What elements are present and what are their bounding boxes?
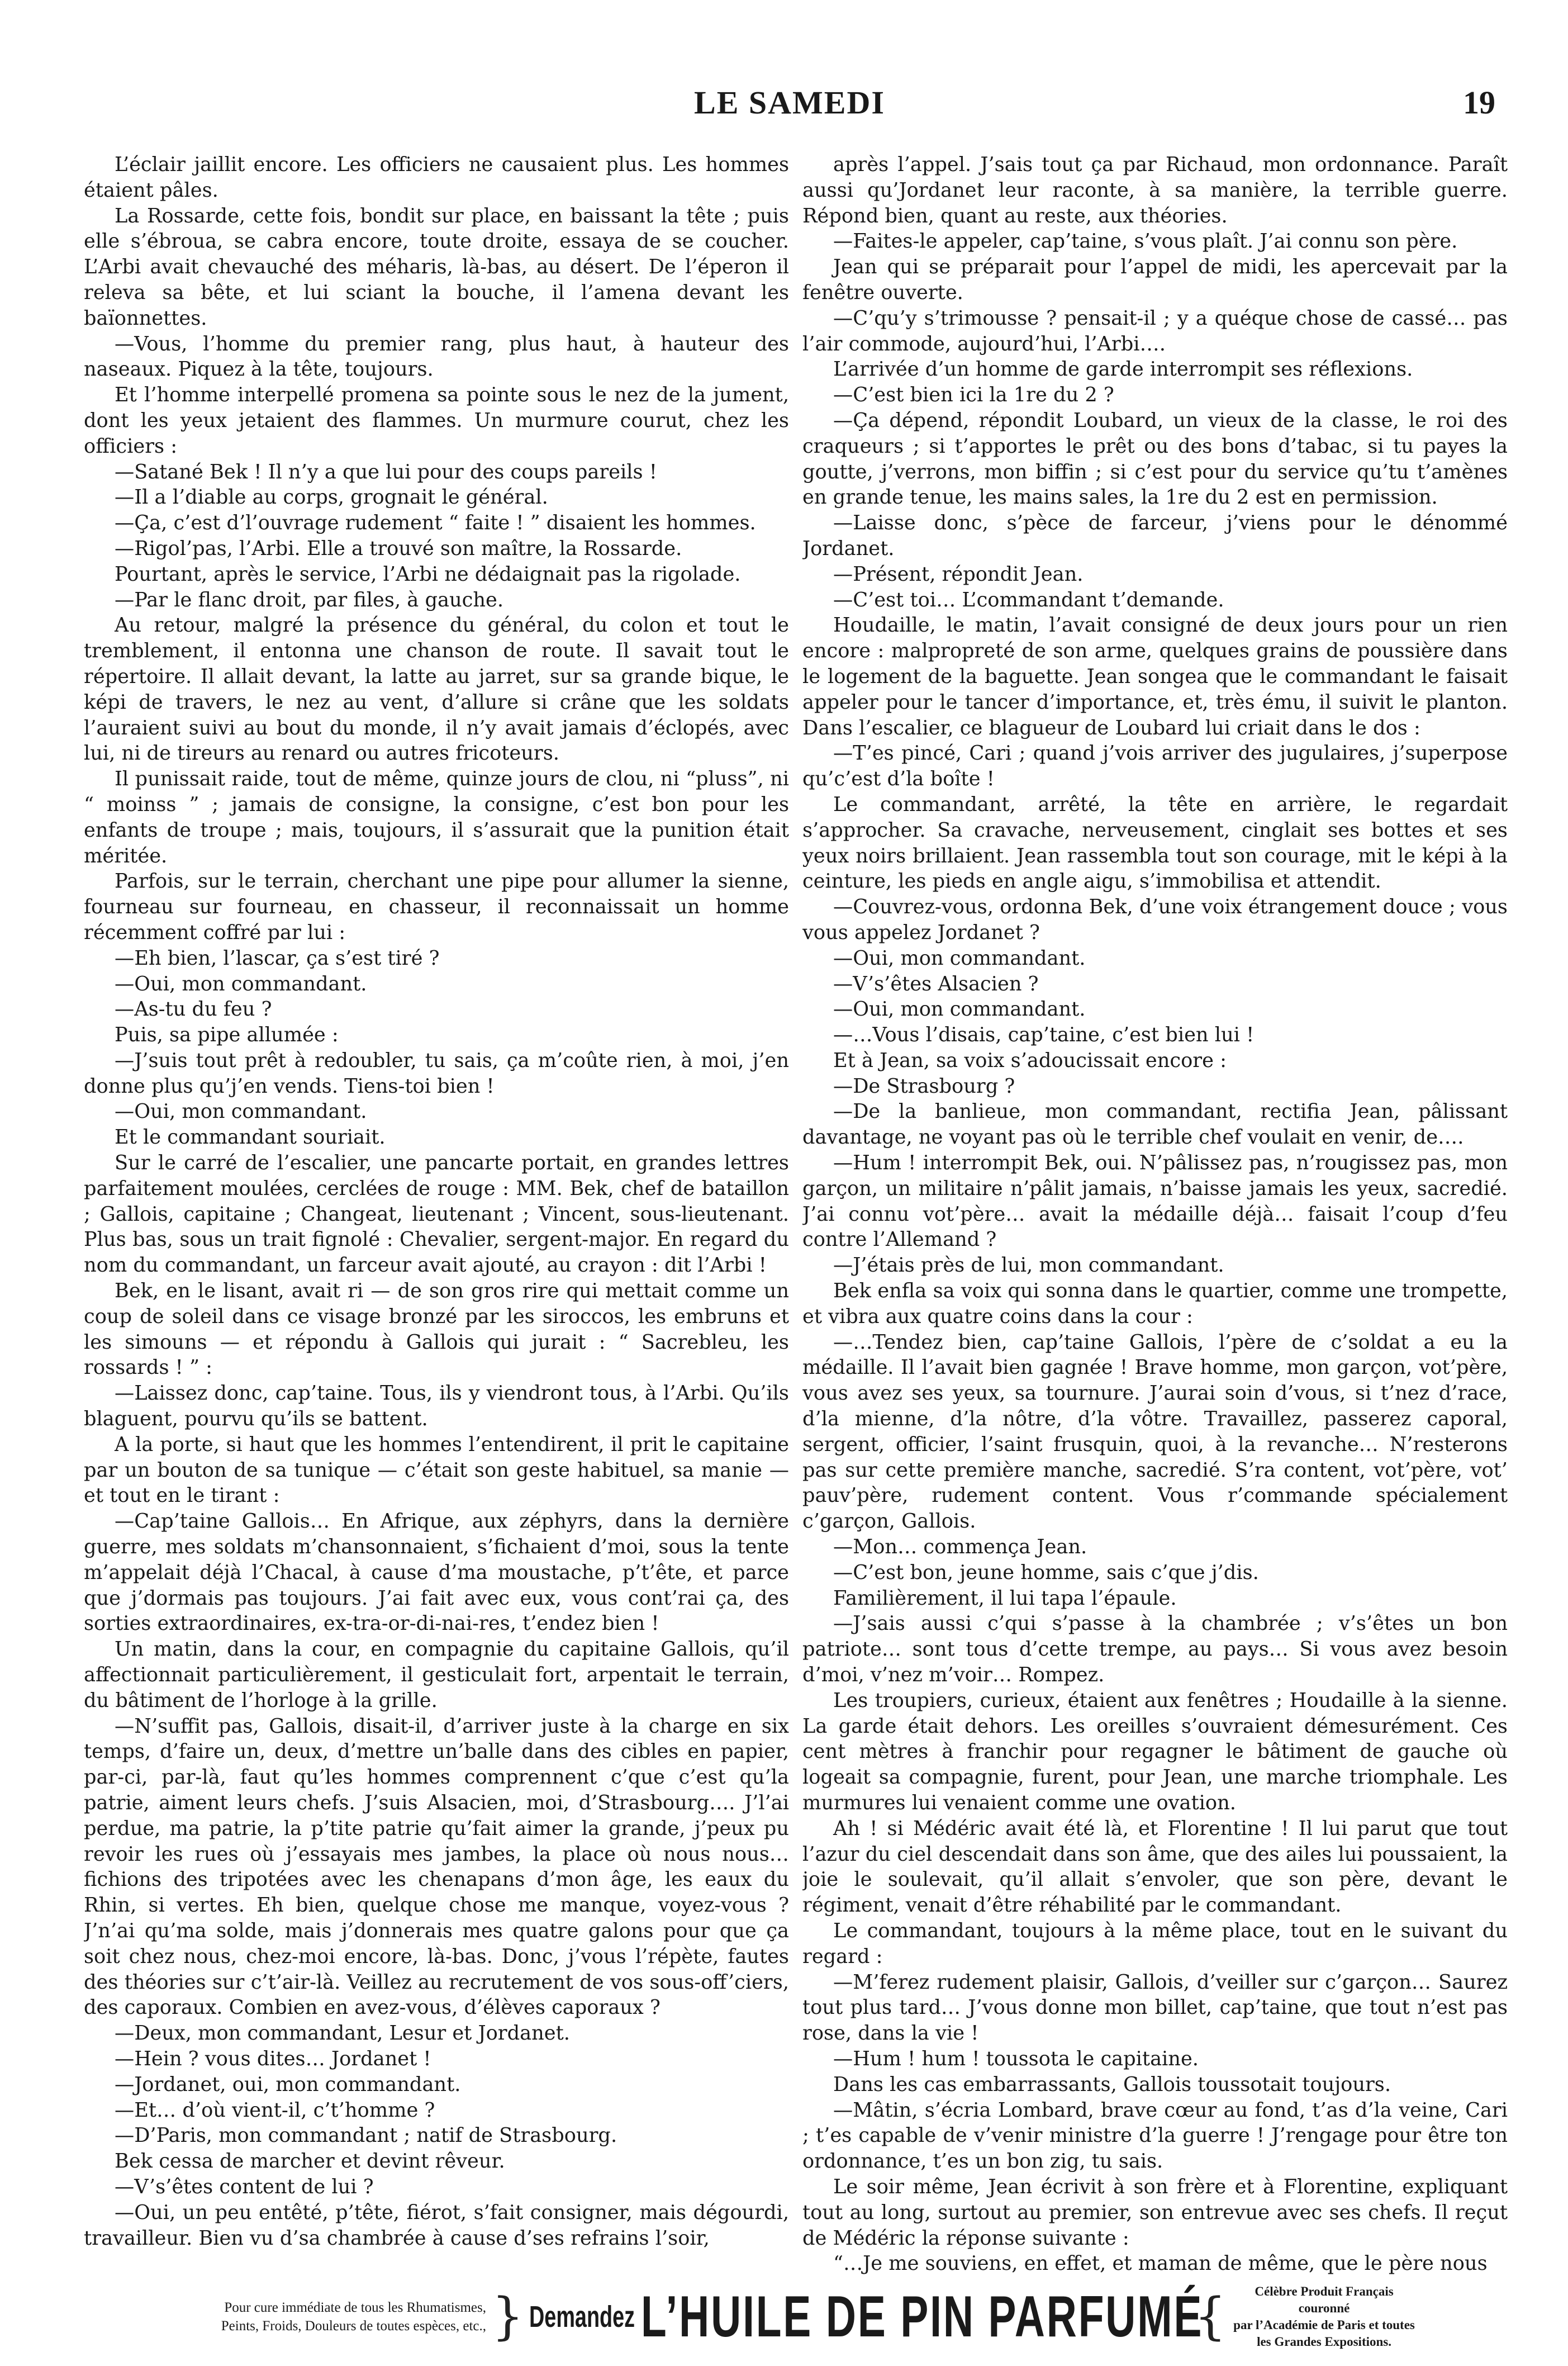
paragraph: Familièrement, il lui tapa l’épaule. — [833, 1586, 1177, 1610]
journal-title: LE SAMEDI — [694, 84, 885, 121]
brace-glyph: } — [492, 2287, 524, 2346]
paragraph: —Oui, mon commandant. — [115, 1100, 367, 1123]
paragraph: Bek cessa de marcher et devint rêveur. — [115, 2150, 505, 2173]
paragraph: —Oui, mon commandant. — [115, 972, 367, 995]
paragraph: —J’étais près de lui, mon commandant. — [833, 1254, 1224, 1277]
paragraph: Pourtant, après le service, l’Arbi ne dédaignait pas la rigolade. — [115, 562, 741, 586]
paragraph: —Deux, mon commandant, Lesur et Jordanet. — [115, 2022, 570, 2045]
ad-left-line: Peints, Froids, Douleurs de toutes espèces, etc., — [221, 2318, 486, 2334]
paragraph: —C’qu’y s’trimousse ? pensait-il ; y a quéque chose de cassé… pas l’air commode, aujourd’hui, l’Arbi…. — [802, 306, 1508, 355]
paragraph: —Vous, l’homme du premier rang, plus haut, à hauteur des naseaux. Piquez à la tête, toujours. — [84, 332, 789, 381]
paragraph: —C’est bien ici la 1re du 2 ? — [833, 383, 1114, 407]
paragraph: L’arrivée d’un homme de garde interrompit ses réflexions. — [833, 358, 1413, 381]
ad-right-line: par l’Académie de Paris et toutes — [1233, 2318, 1415, 2332]
paragraph: après l’appel. J’sais tout ça par Richaud, mon ordonnance. Paraît aussi qu’Jordanet leur raconte, à sa manière, la terrible guerre. Répond bien, quant au reste, aux théories. — [802, 153, 1508, 227]
paragraph: Le soir même, Jean écrivit à son frère et à Florentine, expliquant tout au long, surtout au premier, son entrevue avec ses chefs. Il reçut de Médéric la réponse suivante : — [802, 2175, 1508, 2250]
paragraph: —Hum ! interrompit Bek, oui. N’pâlissez pas, n’rougissez pas, mon garçon, un militaire n’pâlit jamais, n’baisse jamais les yeux, sacredié. J’ai connu vot’père… avait la médaille déjà… faisait l’coup d’feu contre l’Allemand ? — [802, 1151, 1508, 1251]
paragraph: —Satané Bek ! Il n’y a que lui pour des coups pareils ! — [115, 460, 657, 483]
paragraph: —De Strasbourg ? — [833, 1074, 1015, 1098]
brace-glyph: { — [1194, 2287, 1227, 2346]
paragraph: La Rossarde, cette fois, bondit sur place, en baissant la tête ; puis elle s’ébroua, se cabra encore, toute droite, essaya de se coucher. L’Arbi avait chevauché des méharis, là-bas, au désert. De l’éperon il releva sa bête, et lui sciant la bouche, il l’amena devant les baïonnettes. — [84, 204, 789, 330]
text-column-right — [802, 152, 1508, 2276]
paragraph: —Et… d’où vient-il, c’t’homme ? — [115, 2098, 435, 2122]
paragraph: Le commandant, arrêté, la tête en arrière, le regardait s’approcher. Sa cravache, nerveusement, cinglait ses bottes et ses yeux noirs brillaient. Jean rassembla tout son courage, mit le képi à la ceinture, les pieds en angle aigu, s’immobilisa et attendit. — [802, 793, 1508, 893]
paragraph: —V’s’êtes content de lui ? — [115, 2175, 374, 2198]
paragraph: Puis, sa pipe allumée : — [115, 1023, 339, 1047]
paragraph: —Oui, un peu entêté, p’tête, fiérot, s’fait consigner, mais dégourdi, travailleur. Bien vu d’sa chambrée à cause d’ses refrains l’soir, — [84, 2201, 789, 2250]
paragraph: Bek enfla sa voix qui sonna dans le quartier, comme une trompette, et vibra aux quatre coins dans la cour : — [802, 1279, 1508, 1328]
ad-right-line: les Grandes Expositions. — [1257, 2335, 1391, 2349]
ad-right-line: Célèbre Produit Français couronné — [1255, 2284, 1394, 2315]
paragraph: Jean qui se préparait pour l’appel de midi, les apercevait par la fenêtre ouverte. — [802, 255, 1508, 304]
paragraph: —Oui, mon commandant. — [833, 946, 1086, 970]
paragraph: —Par le flanc droit, par files, à gauche. — [115, 588, 504, 611]
paragraph: L’éclair jaillit encore. Les officiers ne causaient plus. Les hommes étaient pâles. — [84, 153, 789, 202]
paragraph: Le commandant, toujours à la même place, tout en le suivant du regard : — [802, 1919, 1508, 1968]
text-column-left — [84, 152, 789, 2276]
paragraph: Bek, en le lisant, avait ri — de son gros rire qui mettait comme un coup de soleil dans ce visage bronzé par les siroccos, les embruns et les simouns — et répondu à Gallois qui jurait : “ Sacrebleu, les rossards ! ” : — [84, 1279, 789, 1379]
paragraph: —…Vous l’disais, cap’taine, c’est bien lui ! — [833, 1023, 1255, 1047]
paragraph: —J’sais aussi c’qui s’passe à la chambrée ; v’s’êtes un bon patriote… sont tous d’cette trempe, au pays… Si vous avez besoin d’moi, v’nez m’voir… Rompez. — [802, 1612, 1508, 1687]
paragraph: Parfois, sur le terrain, cherchant une pipe pour allumer la sienne, fourneau sur fourneau, en chasseur, il reconnaissait un homme récemment coffré par lui : — [84, 870, 789, 944]
paragraph: Dans les cas embarrassants, Gallois toussotait toujours. — [833, 2073, 1391, 2096]
paragraph: —Laissez donc, cap’taine. Tous, ils y viendront tous, à l’Arbi. Qu’ils blaguent, pourvu qu’ils se battent. — [84, 1382, 789, 1431]
paragraph: —Cap’taine Gallois… En Afrique, aux zéphyrs, dans la dernière guerre, mes soldats m’chansonnaient, s’fichaient d’moi, sous la tente m’appelait déjà l’Chacal, à cause d’ma moustache, p’t’ête, et parce que j’dormais pas toujours. J’ai fait avec eux, vous cont’rai ça, des sorties extraordinaires, ex-tra-or-di-nai-res, t’endez bien ! — [84, 1510, 789, 1635]
paragraph: A la porte, si haut que les hommes l’entendirent, il prit le capitaine par un bouton de sa tunique — c’était son geste habituel, sa manie — et tout en le tirant : — [84, 1433, 789, 1507]
paragraph: —Couvrez-vous, ordonna Bek, d’une voix étrangement douce ; vous vous appelez Jordanet ? — [802, 895, 1508, 944]
paragraph: —Hein ? vous dites… Jordanet ! — [115, 2047, 431, 2070]
paragraph: —J’suis tout prêt à redoubler, tu sais, ça m’coûte rien, à moi, j’en donne plus qu’j’en vends. Tiens-toi bien ! — [84, 1049, 789, 1098]
paragraph: —De la banlieue, mon commandant, rectifia Jean, pâlissant davantage, ne voyant pas où le terrible chef voulait en venir, de…. — [802, 1100, 1508, 1149]
paragraph: —…Tendez bien, cap’taine Gallois, l’père de c’soldat a eu la médaille. Il l’avait bien gagnée ! Brave homme, mon garçon, vot’père, vous avez ses yeux, sa tournure. J’aurai soin d’vous, si t’nez d’race, d’la mienne, d’la nôtre, d’la vôtre. Travaillez, passerez caporal, sergent, officier, l’saint frusquin, quoi, à la revanche… N’resterons pas sur cette première manche, sacredié. S’ra content, vot’père, vot’ pauv’père, rudement content. Vous r’commande spécialement c’garçon, Gallois. — [802, 1330, 1508, 1533]
paragraph: Il punissait raide, tout de même, quinze jours de clou, ni “pluss”, ni “ moinss ” ; jamais de consigne, la consigne, c’est bon pour les enfants de troupe ; mais, toujours, il s’assurait que la punition était méritée. — [84, 767, 789, 867]
paragraph: —Ça dépend, répondit Loubard, un vieux de la classe, le roi des craqueurs ; si t’apportes le prêt ou des bons d’tabac, si tu payes la goutte, j’verrons, mon biffin ; si c’est pour du service qu’tu t’amènes en grande tenue, les mains sales, la 1re du 2 est en permission. — [802, 409, 1508, 509]
paragraph: —As-tu du feu ? — [115, 998, 272, 1021]
paragraph: “…Je me souviens, en effet, et maman de même, que le père nous — [833, 2252, 1488, 2275]
paragraph: Ah ! si Médéric avait été là, et Florentine ! Il lui parut que tout l’azur du ciel descendait dans son âme, que des ailes lui poussaient, la joie le soulevait, qu’il allait s’envoler, que son père, devant le régiment, venait d’être réhabilité par le commandant. — [802, 1817, 1508, 1917]
paragraph: Et le commandant souriait. — [115, 1126, 386, 1149]
paragraph: —M’ferez rudement plaisir, Gallois, d’veiller sur c’garçon… Saurez tout plus tard… J’vous donne mon billet, cap’taine, que tout n’est pas rose, dans la vie ! — [802, 1970, 1508, 2045]
ad-left-text — [84, 2298, 486, 2335]
paragraph: —Faites-le appeler, cap’taine, s’vous plaît. J’ai connu son père. — [833, 230, 1458, 253]
ad-product-name: L’HUILE DE PIN PARFUMÉ — [641, 2284, 1204, 2349]
paragraph: —Mon… commença Jean. — [833, 1535, 1087, 1559]
paragraph: —Mâtin, s’écria Lombard, brave cœur au fond, t’as d’la veine, Cari ; t’es capable de v’venir ministre d’la guerre ! J’rengage pour être ton ordonnance, t’es un bon zig, tu sais. — [802, 2098, 1508, 2173]
paragraph: —Ça, c’est d’l’ouvrage rudement “ faite ! ” disaient les hommes. — [115, 511, 756, 535]
ad-demandez: Demandez — [529, 2300, 635, 2334]
paragraph: —Laisse donc, s’pèce de farceur, j’viens pour le dénommé Jordanet. — [802, 511, 1508, 560]
paragraph: —C’est bon, jeune homme, sais c’que j’dis. — [833, 1561, 1259, 1584]
paragraph: Et à Jean, sa voix s’adoucissait encore : — [833, 1049, 1227, 1072]
paragraph: Un matin, dans la cour, en compagnie du capitaine Gallois, qu’il affectionnait particulièrement, il gesticulait fort, arpentait le terrain, du bâtiment de l’horloge à la grille. — [84, 1638, 789, 1712]
paragraph: —Jordanet, oui, mon commandant. — [115, 2073, 461, 2096]
advertisement — [84, 2278, 1495, 2356]
ad-right-text — [1232, 2283, 1417, 2350]
paragraph: Les troupiers, curieux, étaient aux fenêtres ; Houdaille à la sienne. La garde était dehors. Les oreilles s’ouvraient démesurément. Ces cent mètres à franchir pour regagner le bâtiment de gauche où logeait sa compagnie, furent, pour Jean, une marche triomphale. Les murmures lui venaient comme une ovation. — [802, 1689, 1508, 1814]
paragraph: —V’s’êtes Alsacien ? — [833, 972, 1039, 995]
paragraph: —T’es pincé, Cari ; quand j’vois arriver des jugulaires, j’superpose qu’c’est d’la boîte ! — [802, 742, 1508, 791]
page-number: 19 — [1463, 84, 1495, 121]
paragraph: —Eh bien, l’lascar, ça s’est tiré ? — [115, 946, 440, 970]
paragraph: —Rigol’pas, l’Arbi. Elle a trouvé son maître, la Rossarde. — [115, 537, 682, 560]
paragraph: —D’Paris, mon commandant ; natif de Strasbourg. — [115, 2124, 617, 2147]
paragraph: Sur le carré de l’escalier, une pancarte portait, en grandes lettres parfaitement moulées, cerclées de rouge : MM. Bek, chef de bataillon ; Gallois, capitaine ; Changeat, lieutenant ; Vincent, sous-lieutenant. Plus bas, sous un trait fignolé : Chevalier, sergent-major. En regard du nom du commandant, un farceur avait ajouté, au crayon : dit l’Arbi ! — [84, 1151, 789, 1277]
paragraph: Houdaille, le matin, l’avait consigné de deux jours pour un rien encore : malpropreté de son arme, quelques grains de poussière dans le logement de la baguette. Jean songea que le commandant le faisait appeler pour le tancer d’importance, et, très ému, il suivit le planton. Dans l’escalier, ce blagueur de Loubard lui criait dans le dos : — [802, 614, 1508, 739]
paragraph: Et l’homme interpellé promena sa pointe sous le nez de la jument, dont les yeux jetaient des flammes. Un murmure courut, chez les officiers : — [84, 383, 789, 458]
paragraph: —Il a l’diable au corps, grognait le général. — [115, 486, 548, 509]
paragraph: —N’suffit pas, Gallois, disait-il, d’arriver juste à la charge en six temps, d’faire un, deux, d’mettre un’balle dans des cibles en papier, par-ci, par-là, faut qu’les hommes comprennent c’que c’est qu’la patrie, aiment leurs chefs. J’suis Alsacien, moi, d’Strasbourg…. J’l’ai perdue, ma patrie, la p’tite patrie qu’fait aimer la grande, j’peux pu revoir les rues où j’essayais mes jambes, la place où nous nous… fichions des tripotées avec les chenapans d’mon âge, les eaux du Rhin, si vertes. Eh bien, quelque chose me manque, voyez-vous ? J’n’ai qu’ma solde, mais j’donnerais mes quatre galons pour que ça soit chez nous, chez-moi encore, là-bas. Donc, j’vous l’répète, fautes des théories sur c’t’air-là. Veillez au recrutement de vos sous-off’ciers, des caporaux. Combien en avez-vous, d’élèves caporaux ? — [84, 1714, 789, 2019]
page-header — [84, 84, 1495, 129]
paragraph: —Hum ! hum ! toussota le capitaine. — [833, 2047, 1199, 2070]
paragraph: —Oui, mon commandant. — [833, 998, 1086, 1021]
paragraph: —C’est toi… L’commandant t’demande. — [833, 588, 1224, 611]
ad-left-line: Pour cure immédiate de tous les Rhumatismes, — [224, 2300, 486, 2315]
paragraph: Au retour, malgré la présence du général, du colon et tout le tremblement, il entonna une chanson de route. Il savait tout le répertoire. Il allait devant, la latte au jarret, sur sa grande bique, le képi de travers, le nez au vent, d’allure si crâne que les soldats l’auraient suivi au bout du monde, il n’y avait jamais d’éclopés, avec lui, ni de tireurs au renard ou autres fricoteurs. — [84, 614, 789, 765]
paragraph: —Présent, répondit Jean. — [833, 562, 1084, 586]
